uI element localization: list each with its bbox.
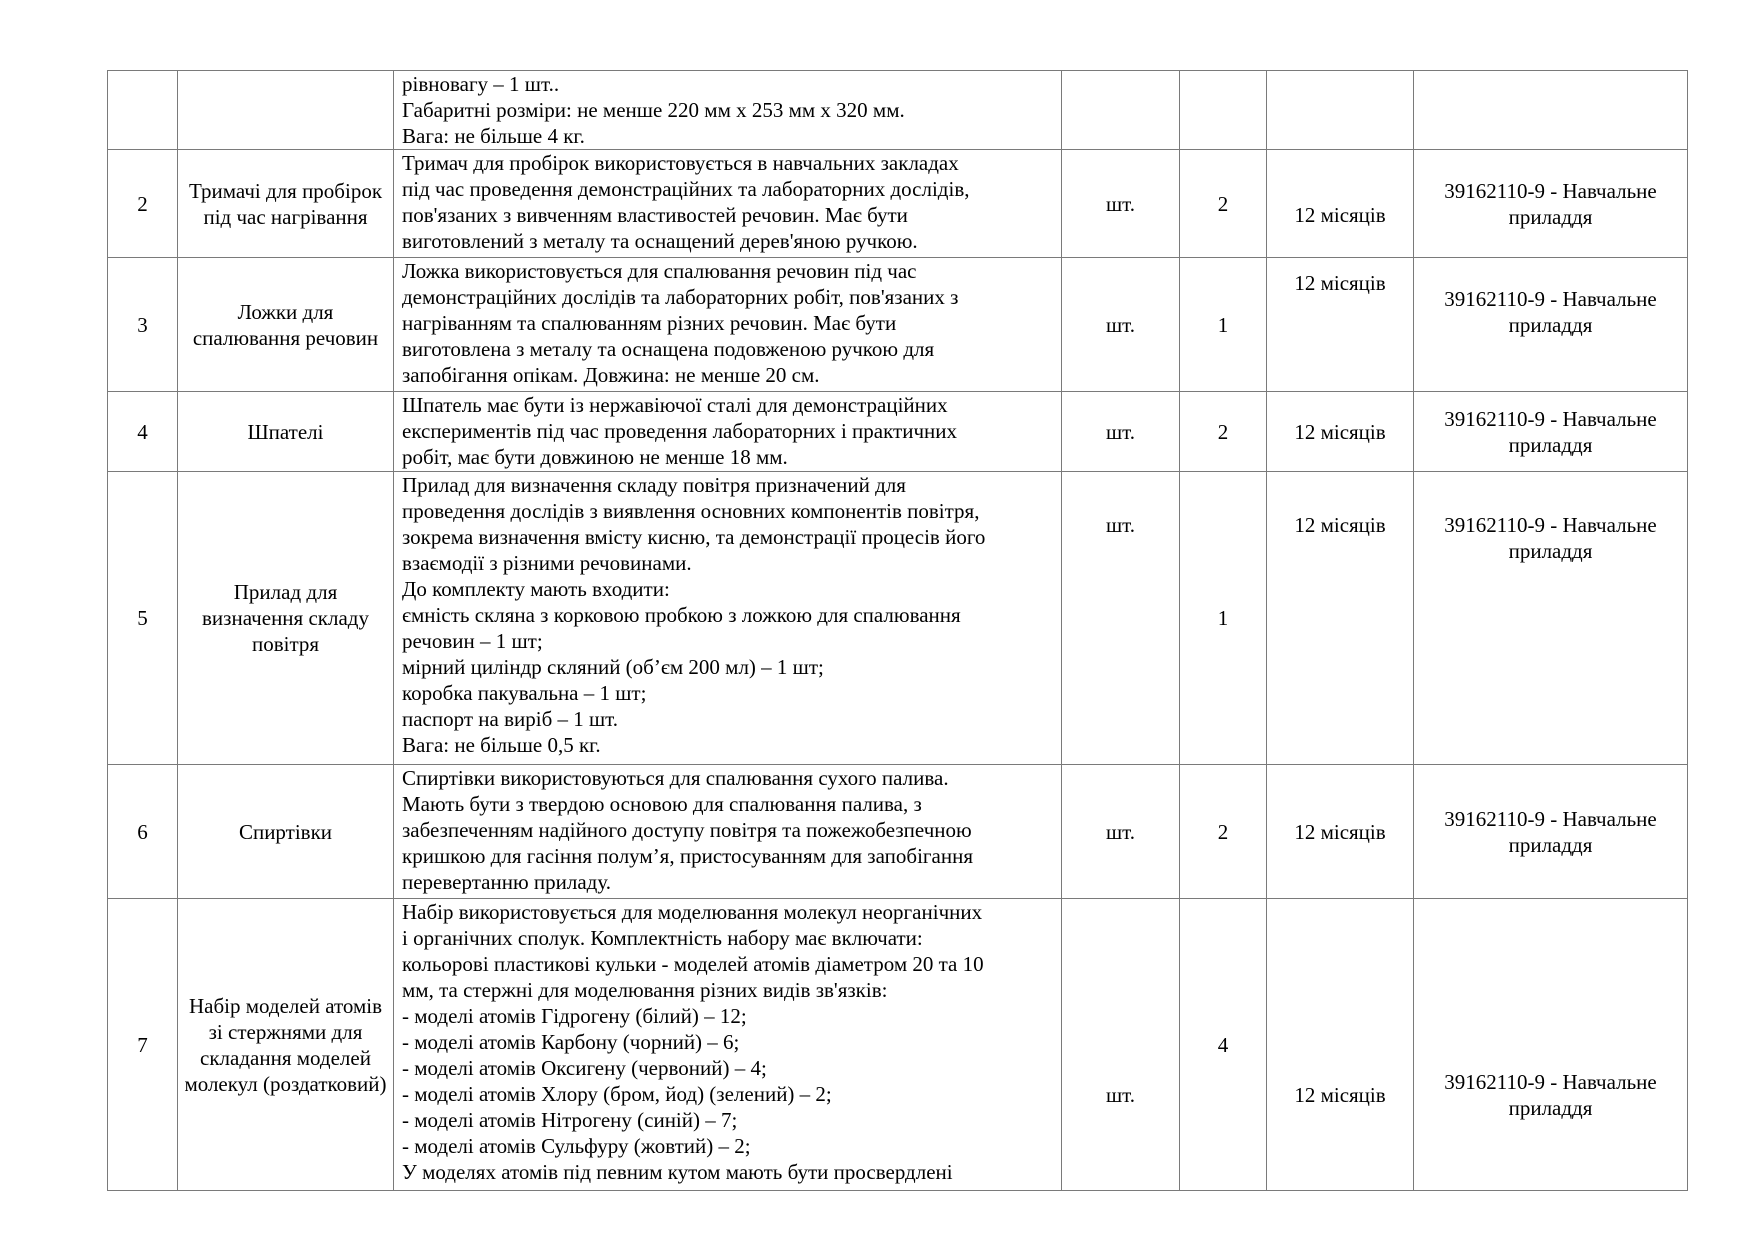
item-name: Тримачі для пробірок під час нагрівання [178, 150, 394, 258]
row-number: 6 [108, 765, 178, 899]
unit: шт. [1062, 899, 1180, 1191]
table-row [108, 392, 1688, 472]
item-description: рівновагу – 1 шт.. Габаритні розміри: не менше 220 мм х 253 мм х 320 мм. Вага: не більше 4 кг. [394, 71, 1062, 150]
item-name: Набір моделей атомів зі стержнями для складання моделей молекул (роздатковий) [178, 899, 394, 1191]
item-description: Прилад для визначення складу повітря призначений для проведення дослідів з виявлення основних компонентів повітря, зокрема визначення вмісту кисню, та демонстрації процесів його взаємодії з різними речовинами. До комплекту мають входити: ємність скляна з корковою пробкою з ложкою для спалювання речовин – 1 шт; мірний циліндр скляний (об’єм 200 мл) – 1 шт; коробка пакувальна – 1 шт; паспорт на виріб – 1 шт. Вага: не більше 0,5 кг. [394, 472, 1062, 765]
warranty [1267, 71, 1414, 150]
row-number: 5 [108, 472, 178, 765]
quantity: 2 [1180, 765, 1267, 899]
quantity: 2 [1180, 150, 1267, 258]
item-name: Прилад для визначення складу повітря [178, 472, 394, 765]
item-description: Ложка використовується для спалювання речовин під час демонстраційних дослідів та лабораторних робіт, пов'язаних з нагріванням та спалюванням різних речовин. Має бути виготовлена з металу та оснащена подовженою ручкою для запобігання опікам. Довжина: не менше 20 см. [394, 258, 1062, 392]
item-name: Шпателі [178, 392, 394, 472]
row-number [108, 71, 178, 150]
item-description: Шпатель має бути із нержавіючої сталі для демонстраційних експериментів під час проведення лабораторних і практичних робіт, має бути довжиною не менше 18 мм. [394, 392, 1062, 472]
unit: шт. [1062, 472, 1180, 765]
quantity: 1 [1180, 472, 1267, 765]
unit [1062, 71, 1180, 150]
table-row [108, 71, 1688, 150]
specification-table [107, 70, 1688, 1191]
quantity: 2 [1180, 392, 1267, 472]
cpv-code: 39162110-9 - Навчальне приладдя [1414, 150, 1688, 258]
row-number: 7 [108, 899, 178, 1191]
table-row [108, 472, 1688, 765]
quantity [1180, 71, 1267, 150]
item-name: Спиртівки [178, 765, 394, 899]
warranty: 12 місяців [1267, 392, 1414, 472]
quantity: 1 [1180, 258, 1267, 392]
item-description: Тримач для пробірок використовується в навчальних закладах під час проведення демонстраційних та лабораторних дослідів, пов'язаних з вивченням властивостей речовин. Має бути виготовлений з металу та оснащений дерев'яною ручкою. [394, 150, 1062, 258]
warranty: 12 місяців [1267, 899, 1414, 1191]
unit: шт. [1062, 150, 1180, 258]
unit: шт. [1062, 258, 1180, 392]
warranty: 12 місяців [1267, 765, 1414, 899]
cpv-code: 39162110-9 - Навчальне приладдя [1414, 392, 1688, 472]
cpv-code: 39162110-9 - Навчальне приладдя [1414, 765, 1688, 899]
cpv-code: 39162110-9 - Навчальне приладдя [1414, 472, 1688, 765]
warranty: 12 місяців [1267, 258, 1414, 392]
item-name [178, 71, 394, 150]
unit: шт. [1062, 765, 1180, 899]
table-row [108, 150, 1688, 258]
table-row [108, 899, 1688, 1191]
item-description: Набір використовується для моделювання молекул неорганічних і органічних сполук. Комплектність набору має включати: кольорові пластикові кульки - моделей атомів діаметром 20 та 10 мм, та стержні для моделювання різних видів зв'язків: - моделі атомів Гідрогену (білий) – 12; - моделі атомів Карбону (чорний) – 6; - моделі атомів Оксигену (червоний) – 4; - моделі атомів Хлору (бром, йод) (зелений) – 2; - моделі атомів Нітрогену (синій) – 7; - моделі атомів Сульфуру (жовтий) – 2; У моделях атомів під певним кутом мають бути просвердлені [394, 899, 1062, 1191]
row-number: 2 [108, 150, 178, 258]
unit: шт. [1062, 392, 1180, 472]
table-row [108, 765, 1688, 899]
cpv-code: 39162110-9 - Навчальне приладдя [1414, 258, 1688, 392]
table-row [108, 258, 1688, 392]
item-description: Спиртівки використовуються для спалювання сухого палива. Мають бути з твердою основою для спалювання палива, з забезпеченням надійного доступу повітря та пожежобезпечною кришкою для гасіння полум’я, пристосуванням для запобігання перевертанню приладу. [394, 765, 1062, 899]
item-name: Ложки для спалювання речовин [178, 258, 394, 392]
quantity: 4 [1180, 899, 1267, 1191]
cpv-code: 39162110-9 - Навчальне приладдя [1414, 899, 1688, 1191]
row-number: 3 [108, 258, 178, 392]
warranty: 12 місяців [1267, 472, 1414, 765]
row-number: 4 [108, 392, 178, 472]
cpv-code [1414, 71, 1688, 150]
warranty: 12 місяців [1267, 150, 1414, 258]
